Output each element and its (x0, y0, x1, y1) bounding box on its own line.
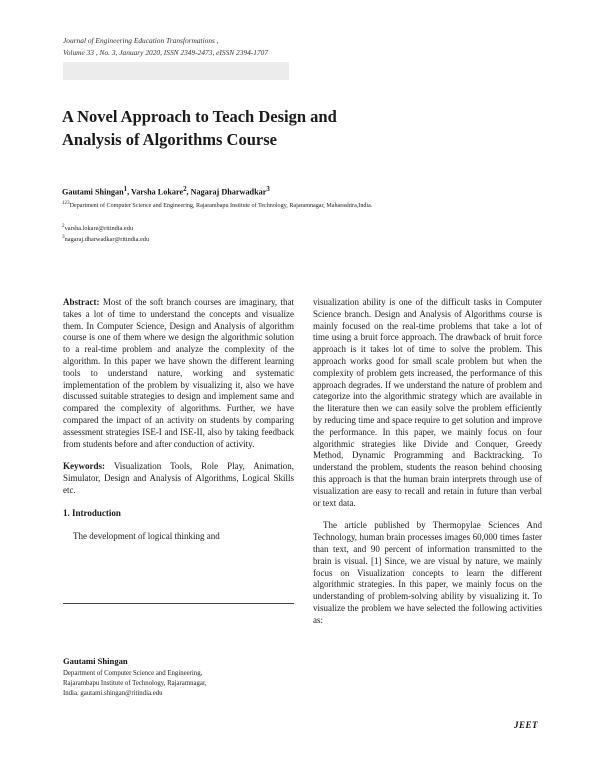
author-3-sup: 3 (266, 186, 270, 193)
footer-author-name: Gautami Shingan (63, 656, 128, 666)
title-line-2: Analysis of Algorithms Course (62, 130, 277, 149)
right-column (313, 297, 542, 627)
keywords-label: Keywords: (63, 461, 105, 472)
affiliation (62, 200, 372, 209)
affiliation-text: Department of Computer Science and Engineering, Rajarambapu Institute of Technology, Rajaramnagar, Maharashtra,India. (69, 203, 373, 210)
right-paragraph-2: The article published by Thermopylae Sciences And Technology, human brain processes images 60,000 times faster than text, and 90 percent of information transmitted to the brain is visual. [1] Since, we are visual by nature, we mainly focus on Visualization concepts to learn the different algorithmic strategies. In this paper, we mainly focus on the understanding of problem-solving ability by visualizing it. To visualize the problem we have selected the following activities as: (313, 520, 542, 625)
author-1-sup: 1 (123, 186, 128, 193)
author-2: Varsha Lokare (131, 187, 184, 197)
abstract-label: Abstract: (63, 297, 100, 307)
email-2-sup: 2 (62, 223, 65, 229)
email-2-text: varsha.lokare@ritindia.edu (64, 225, 134, 233)
right-paragraph-1: visualization ability is one of the difficult tasks in Computer Science branch. Design and Analysis of Algorithms course is mainly focused on the real-time problems that take a lot of time using a bruit force approach. The drawback of bruit force approach is it takes lot of time to solve the problem. This approach works good for small scale problem but when the complexity of problem gets increased, the performance of this approach degrades. If we understand the nature of problem and categorize into the algorithmic strategy which are available in the literature then we can easily solve the problem efficiently by reducing time and space require to get solution and improve the performance. In this paper, we mainly focus on four algorithmic strategies like Divide and Conquer, Greedy Method, Dynamic Programming and Backtracking. To understand the problem, students the reason behind choosing this approach is that the human brain interprets through use of visualization are easy to recall and retain in future than verbal or text data. (313, 297, 542, 508)
paper-title (62, 105, 422, 151)
footer-line-1: Department of Computer Science and Engineering, (63, 670, 203, 677)
author-list (62, 186, 270, 197)
email-author-2 (62, 223, 133, 232)
email-3-text: nagaraj.dharwadkar@ritindia.edu (64, 236, 150, 244)
journal-line-1: Journal of Engineering Education Transformations , (63, 36, 219, 45)
author-2-sup: 2 (183, 186, 187, 193)
journal-header (63, 35, 268, 59)
intro-text: The development of logical thinking and (73, 530, 220, 541)
keywords (63, 461, 294, 496)
email-3-sup: 3 (62, 234, 65, 240)
footer-author-details (63, 669, 207, 700)
header-band (63, 62, 289, 80)
email-author-3 (62, 234, 149, 243)
abstract (63, 297, 294, 450)
abstract-text: Most of the soft branch courses are imaginary, that takes a lot of time to understand the concepts and visualize them. In Computer Science, Design and Analysis of algorithm course is one of them where we design the algorithmic solution to a real-time problem and analyze the complexity of the algorithm. In this paper we have shown the different learning tools to understand nature, working and systematic implementation of the problem by visualizing it, also we have discussed suitable strategies to design and implement same and compared the complexity of algorithms. Further, we have compared the impact of an activity on students by comparing assessment strategies ISE-I and ISE-II, also by taking feedback from students before and after conduction of activity. (63, 297, 294, 449)
author-3: Nagaraj Dharwadkar (190, 187, 267, 197)
jeet-logo: JEET (514, 720, 539, 730)
journal-line-2: Volume 33 , No. 3, January 2020, ISSN 2349-2473, eISSN 2394-1707 (63, 48, 269, 57)
affiliation-sup: 123 (62, 200, 70, 206)
footer-line-2: Rajarambapu Institute of Technology, Rajaramnagar, (63, 680, 207, 688)
left-column (63, 297, 294, 542)
author-1: Gautami Shingan (62, 187, 124, 197)
title-line-1: A Novel Approach to Teach Design and (62, 107, 337, 126)
footnote-divider (63, 603, 294, 604)
footer-line-3: India. gautami.shingan@ritindia.edu (63, 690, 163, 698)
intro-heading: 1. Introduction (63, 507, 121, 518)
author-sep: , (127, 187, 132, 197)
author-sep: , (186, 187, 191, 197)
keywords-text: Visualization Tools, Role Play, Animation, Simulator, Design and Analysis of Algorithms, Logical Skills etc. (63, 461, 294, 495)
